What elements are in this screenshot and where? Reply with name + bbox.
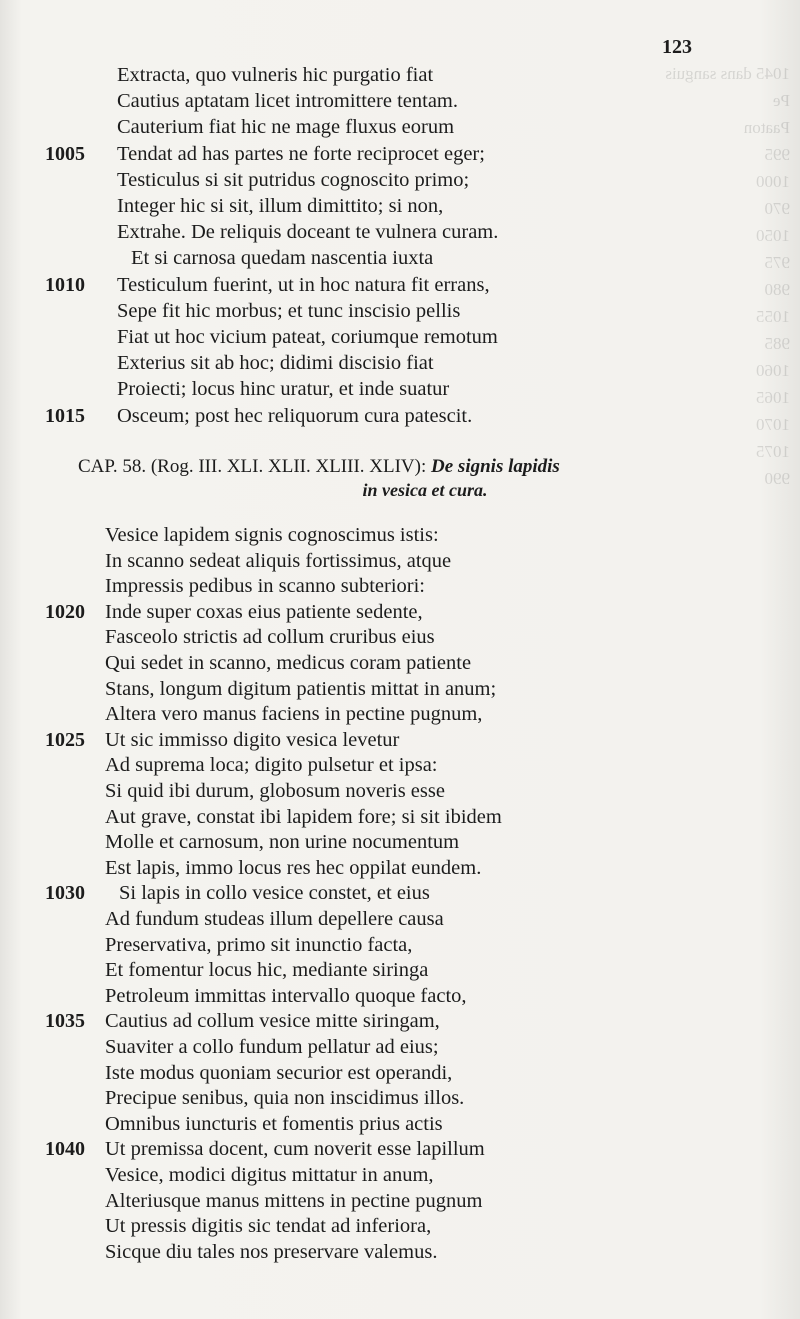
verse-line xyxy=(0,829,800,855)
verse-line xyxy=(0,272,800,298)
verse-line xyxy=(0,1008,800,1034)
verse-line xyxy=(0,403,800,429)
verse-text: Extracta, quo vulneris hic purgatio fiat xyxy=(117,64,434,86)
verse-text: Exterius sit ab hoc; didimi discisio fiat xyxy=(117,352,434,375)
line-number: 1005 xyxy=(45,142,85,165)
verse-text: Aut grave, constat ibi lapidem fore; si sit ibidem xyxy=(105,805,502,828)
verse-text: Si quid ibi durum, globosum noveris esse xyxy=(105,780,445,802)
verse-line xyxy=(0,624,800,650)
line-number: 1035 xyxy=(45,1010,85,1033)
verse-text: Qui sedet in scanno, medicus coram patiente xyxy=(105,652,472,674)
line-number: 1020 xyxy=(45,600,85,623)
verse-line xyxy=(0,141,800,167)
verse-text: Ut sic immisso digito vesica levetur xyxy=(105,728,400,751)
verse-line xyxy=(0,1085,800,1111)
verse-line xyxy=(0,114,800,140)
verse-line xyxy=(0,599,800,625)
verse-text: Petroleum immittas intervallo quoque facto, xyxy=(105,984,467,1007)
chapter-title-line-1: De signis lapidis xyxy=(431,456,560,477)
verse-line xyxy=(0,983,800,1009)
verse-text: In scanno sedeat aliquis fortissimus, atque xyxy=(105,549,452,572)
verse-text: Osceum; post hec reliquorum cura patescit. xyxy=(117,404,473,427)
verse-text: Molle et carnosum, non urine nocumentum xyxy=(105,831,460,854)
verse-text: Ut pressis digitis sic tendat ad inferiora, xyxy=(105,1215,432,1238)
verse-line xyxy=(0,193,800,219)
verse-line xyxy=(0,548,800,574)
verse-line xyxy=(0,778,800,804)
verse-text: Altera vero manus faciens in pectine pugnum, xyxy=(105,703,483,726)
verse-text: Extrahe. De reliquis doceant te vulnera curam. xyxy=(117,221,499,244)
verse-text: Vesice lapidem signis cognoscimus istis: xyxy=(105,524,439,546)
verse-text: Si lapis in collo vesice constet, et eius xyxy=(119,882,430,905)
verse-text: Alteriusque manus mittens in pectine pugnum xyxy=(105,1189,483,1212)
line-number: 1015 xyxy=(45,404,85,427)
verse-text: Suaviter a collo fundum pellatur ad eius; xyxy=(105,1036,439,1058)
verse-line xyxy=(0,752,800,778)
verse-text: Testiculus si sit putridus cognoscito primo; xyxy=(117,168,470,191)
verse-line xyxy=(0,650,800,676)
verse-text: Fiat ut hoc vicium pateat, coriumque remotum xyxy=(117,326,498,348)
verse-line xyxy=(0,167,800,193)
line-number: 1030 xyxy=(45,882,85,905)
verse-text: Omnibus iuncturis et fomentis prius actis xyxy=(105,1112,443,1135)
verse-text: Proiecti; locus hinc uratur, et inde suatur xyxy=(117,378,450,401)
verse-text: Ad fundum studeas illum depellere causa xyxy=(105,908,444,930)
verse-line xyxy=(0,1060,800,1086)
verse-line xyxy=(0,957,800,983)
verse-line xyxy=(0,880,800,906)
verse-line xyxy=(0,1239,800,1265)
verse-text: Iste modus quoniam securior est operandi, xyxy=(105,1061,453,1084)
verse-text: Vesice, modici digitus mittatur in anum, xyxy=(105,1164,434,1186)
verse-line xyxy=(0,573,800,599)
chapter-prefix: CAP. 58. (Rog. III. XLI. XLII. XLIII. XLIV): xyxy=(78,456,427,477)
verse-line xyxy=(0,522,800,548)
verse-text: Impressis pedibus in scanno subteriori: xyxy=(105,575,425,598)
verse-line xyxy=(0,701,800,727)
verse-line xyxy=(0,219,800,245)
verse-text: Est lapis, immo locus res hec oppilat eundem. xyxy=(105,856,482,879)
verse-line xyxy=(0,350,800,376)
verse-text: Ad suprema loca; digito pulsetur et ipsa: xyxy=(105,754,438,777)
verse-text: Ut premissa docent, cum noverit esse lapillum xyxy=(105,1138,485,1161)
verse-text: Fasceolo strictis ad collum cruribus eius xyxy=(105,626,435,649)
verse-text: Tendat ad has partes ne forte reciprocet eger; xyxy=(117,142,485,165)
verse-text: Inde super coxas eius patiente sedente, xyxy=(105,600,423,623)
verse-text: Cautius ad collum vesice mitte siringam, xyxy=(105,1010,440,1033)
verse-line xyxy=(0,727,800,753)
verse-line xyxy=(0,1213,800,1239)
verse-line xyxy=(0,324,800,350)
verse-text: Sicque diu tales nos preservare valemus. xyxy=(105,1240,438,1263)
verse-text: Preservativa, primo sit inunctio facta, xyxy=(105,933,413,956)
verse-line xyxy=(0,1111,800,1137)
verse-line xyxy=(0,804,800,830)
verse-line xyxy=(0,62,800,88)
verse-line xyxy=(0,1136,800,1162)
chapter-title-line-2: in vesica et cura. xyxy=(362,480,488,500)
verse-line xyxy=(0,1034,800,1060)
verse-text: Et fomentur locus hic, mediante siringa xyxy=(105,959,429,982)
verse-line xyxy=(0,376,800,402)
verse-text: Cauterium fiat hic ne mage fluxus eorum xyxy=(117,116,455,139)
line-number: 1040 xyxy=(45,1138,85,1161)
verse-text: Sepe fit hic morbus; et tunc inscisio pellis xyxy=(117,299,461,322)
verse-line xyxy=(0,245,800,271)
bleed-through-text: 1045 dans sanguis Pe Paaton 995 1000 970 1050 975 980 1055 985 1060 1065 1070 1075 990 xyxy=(665,64,790,488)
verse-text: Precipue senibus, quia non inscidimus illos. xyxy=(105,1087,465,1110)
verse-text: Stans, longum digitum patientis mittat in anum; xyxy=(105,677,497,700)
chapter-heading xyxy=(78,454,718,480)
verse-text: Integer hic si sit, illum dimittito; si non, xyxy=(117,195,444,217)
verse-text: Et si carnosa quedam nascentia iuxta xyxy=(131,247,434,270)
line-number: 1025 xyxy=(45,728,85,751)
verse-line xyxy=(0,855,800,881)
verse-text: Testiculum fuerint, ut in hoc natura fit errans, xyxy=(117,273,490,296)
verse-line xyxy=(0,676,800,702)
verse-line xyxy=(0,88,800,114)
verse-text: Cautius aptatam licet intromittere tentam. xyxy=(117,90,458,113)
page-number: 123 xyxy=(662,36,692,58)
verse-line xyxy=(0,1188,800,1214)
line-number: 1010 xyxy=(45,273,85,296)
verse-line xyxy=(0,1162,800,1188)
verse-line xyxy=(0,298,800,324)
verse-line xyxy=(0,906,800,932)
verse-line xyxy=(0,932,800,958)
